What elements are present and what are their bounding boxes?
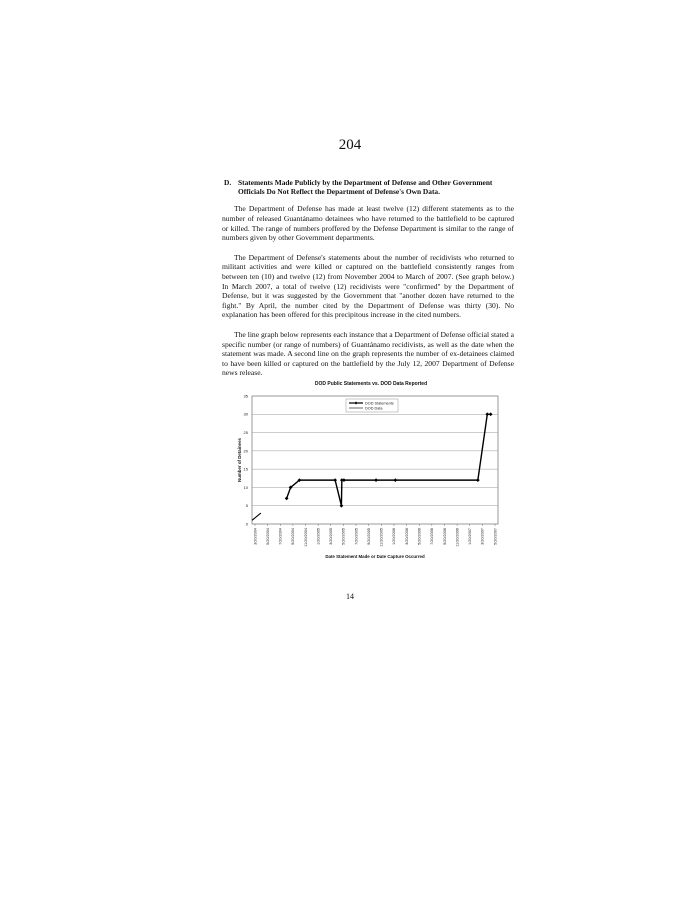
x-tick-label: 1/20/2007	[468, 528, 473, 545]
y-tick-label: 30	[243, 411, 248, 417]
x-tick-label: 11/20/2004	[303, 528, 308, 547]
y-tick-label: 20	[243, 448, 248, 454]
x-tick-label: 9/20/2006	[442, 528, 447, 545]
y-tick-label: 5	[245, 503, 248, 509]
page-number-top: 204	[338, 137, 362, 153]
x-tick-label: 5/20/2007	[493, 528, 498, 545]
legend-label: DOD Data	[365, 406, 383, 411]
x-tick-label: 7/20/2004	[278, 528, 283, 545]
x-tick-label: 9/20/2004	[291, 528, 296, 545]
y-tick-label: 15	[243, 466, 248, 472]
section-letter: D.	[224, 178, 232, 187]
y-tick-label: 0	[245, 521, 248, 527]
x-tick-label: 3/20/2006	[404, 528, 409, 545]
paragraph-1: The Department of Defense has made at least twelve (12) different statements as to the number of released Guantánamo detainees who have returned to the battlefield to be captured or killed. The range of numbers proffered by the Defense Department is similar to the range of numbers given by other Government departments.	[222, 204, 514, 243]
x-tick-label: 1/20/2006	[392, 528, 397, 545]
x-tick-label: 3/20/2005	[329, 528, 334, 545]
plot-area	[252, 396, 498, 524]
line-chart	[234, 388, 506, 572]
chart-svg	[234, 388, 506, 572]
section-d	[222, 178, 514, 388]
x-tick-label: 3/20/2007	[480, 528, 485, 545]
paragraph-3: The line graph below represents each instance that a Department of Defense official stated a specific number (or range of numbers) of Guantánamo recidivists, as well as the date when the statement was made. A second line on the graph represents the number of ex-detainees claimed to have been killed or captured on the battlefield by the July 12, 2007 Department of Defense news release.	[222, 329, 514, 378]
y-tick-label: 35	[243, 393, 248, 399]
x-tick-label: 3/20/2004	[253, 528, 258, 545]
x-tick-label: 9/20/2005	[366, 528, 371, 545]
x-tick-label: 1/20/2005	[316, 528, 321, 545]
legend-label: DOD Statements	[365, 401, 394, 406]
chart-title: DOD Public Statements vs. DOD Data Reported	[314, 381, 428, 387]
x-tick-label: 5/20/2004	[265, 528, 270, 545]
x-tick-label: 5/20/2006	[417, 528, 422, 545]
page-number-bottom: 14	[346, 592, 354, 601]
paragraph-2: The Department of Defense's statements about the number of recidivists who returned to militant activities and were killed or captured on the battlefield consistently ranges from between ten (10) and twelve (12) from November 2004 to March of 2007. (See graph below.) In March 2007, a total of twelve (12) recidivists were "confirmed" by the Department of Defense, but it was suggested by the Government that "another dozen have returned to the fight." By April, the number cited by the Department of Defense was thirty (30). No explanation has been offered for this precipitous increase in the cited numbers.	[222, 252, 514, 320]
y-tick-label: 25	[243, 429, 248, 435]
x-tick-label: 11/20/2006	[455, 528, 460, 547]
y-tick-label: 10	[243, 484, 248, 490]
y-axis-label: Number of Detainees	[237, 438, 242, 482]
x-tick-label: 5/20/2005	[341, 528, 346, 545]
section-heading-text: Statements Made Publicly by the Department of Defense and Other Government Officials Do Not Reflect the Department of Defense's Own Data.	[238, 178, 493, 197]
x-tick-label: 7/20/2005	[354, 528, 359, 545]
section-heading	[222, 178, 514, 196]
x-tick-label: 11/20/2005	[379, 528, 384, 547]
x-axis-label: Date Statement Made or Date Capture Occurred	[325, 554, 425, 559]
x-tick-label: 7/20/2006	[430, 528, 435, 545]
